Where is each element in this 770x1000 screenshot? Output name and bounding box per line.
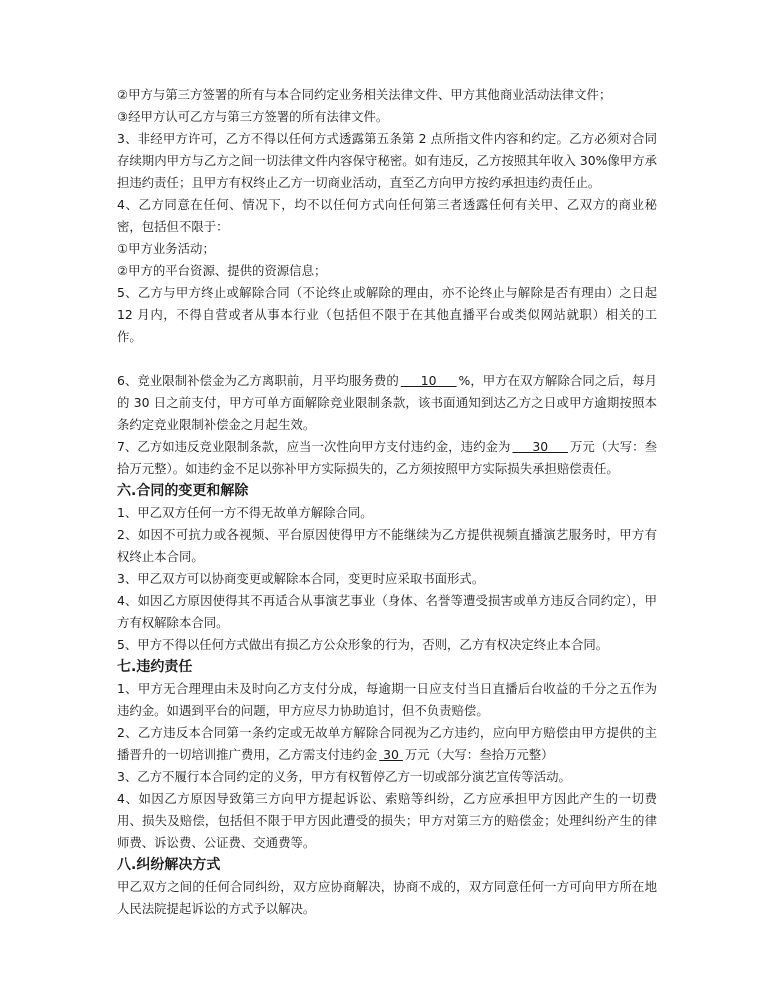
- section-7-item-1: 1、甲方无合理理由未及时向乙方支付分成，每逾期一日应支付当日直播后台收益的千分之五作为违约金。如遇到平台的问题，甲方应尽力协助追讨，但不负责赔偿。: [117, 681, 657, 718]
- clause-3: 3、非经甲方许可，乙方不得以任何方式透露第五条第 2 点所指文件内容和约定。乙方必须对合同存续期内甲方与乙方之间一切法律文件内容保守秘密。如有违反，乙方按照其年收入 30%像甲方承担违约责任；且甲方有权终止乙方一切商业活动，直至乙方向甲方按约承担违约责任止。: [117, 131, 657, 190]
- section-6-item-1: 1、甲乙双方任何一方不得无故单方解除合同。: [117, 505, 373, 520]
- clause-text: ②甲方与第三方签署的所有与本合同约定业务相关法律文件、甲方其他商业活动法律文件；: [117, 87, 612, 102]
- section-7-item-4: 4、如因乙方原因导致第三方向甲方提起诉讼、索赔等纠纷，乙方应承担甲方因此产生的一切费用、损失及赔偿，包括但不限于甲方因此遭受的损失；甲方对第三方的赔偿金；处理纠纷产生的律师费、诉讼费、公证费、交通费等。: [117, 791, 657, 850]
- penalty-amount-blank: 30: [512, 439, 568, 454]
- section-heading-8: 八.纠纷解决方式: [117, 857, 221, 873]
- clause-7-text-a: 7、乙方如违反竞业限制条款，应当一次性向甲方支付违约金，违约金为: [117, 439, 511, 454]
- contract-page: [117, 84, 657, 920]
- clause-7: [117, 436, 657, 480]
- clause-6-text-b: %，甲方在双方解除合同之后，每月的 30 日之前支付，甲方可单方面解除竞业限制条款，该书面通知到达乙方之日或甲方逾期按照本条约定竞业限制补偿金之月起生效。: [117, 373, 657, 432]
- section-7-item-3: 3、乙方不履行本合同约定的义务，甲方有权暂停乙方一切或部分演艺宣传等活动。: [117, 769, 571, 784]
- section-heading-7: 七.违约责任: [117, 659, 193, 675]
- section-8-text: 甲乙双方之间的任何合同纠纷，双方应协商解决，协商不成的，双方同意任何一方可向甲方所在地人民法院提起诉讼的方式予以解决。: [117, 879, 657, 916]
- clause-6: [117, 370, 657, 436]
- clause-7-text-b: 万元（大写：叁拾万元整）。如违约金不足以弥补甲方实际损失的，乙方须按照甲方实际损失承担赔偿责任。: [117, 439, 657, 476]
- blank-line: [117, 348, 657, 370]
- clause-text: ①甲方业务活动；: [117, 241, 215, 256]
- section-6-item-2: 2、如因不可抗力或各视频、平台原因使得甲方不能继续为乙方提供视频直播演艺服务时，甲方有权终止本合同。: [117, 527, 657, 564]
- clause-text: ③经甲方认可乙方与第三方签署的所有法律文件。: [117, 109, 389, 124]
- clause-4: 4、乙方同意在任何、情况下，均不以任何方式向任何第三者透露任何有关甲、乙双方的商业秘密，包括但不限于：: [117, 197, 657, 234]
- compensation-percent-blank: 10: [400, 373, 457, 388]
- section-6-item-3: 3、甲乙双方可以协商变更或解除本合同，变更时应采取书面形式。: [117, 571, 485, 586]
- section-heading-6: 六.合同的变更和解除: [117, 483, 249, 499]
- section-7-item-2-text-a: 2、乙方违反本合同第一条约定或无故单方解除合同视为乙方违约，应向甲方赔偿由甲方提供的主播晋升的一切培训推广费用，乙方需支付违约金: [117, 725, 657, 762]
- section-7-item-2: [117, 722, 657, 766]
- section-6-item-4: 4、如因乙方原因使得其不再适合从事演艺事业（身体、名誉等遭受损害或单方违反合同约定），甲方有权解除本合同。: [117, 593, 657, 630]
- clause-5: 5、乙方与甲方终止或解除合同（不论终止或解除的理由，亦不论终止与解除是否有理由）之日起 12 月内，不得自营或者从事本行业（包括但不限于在其他直播平台或类似网站就职）相关的工作。: [117, 285, 657, 344]
- section-7-item-2-text-b: 万元（大写：叁拾万元整）: [404, 747, 554, 762]
- clause-text: ②甲方的平台资源、提供的资源信息；: [117, 263, 327, 278]
- section-6-item-5: 5、甲方不得以任何方式做出有损乙方公众形象的行为，否则，乙方有权决定终止本合同。: [117, 637, 609, 652]
- penalty-amount-blank-2: 30: [379, 747, 403, 762]
- clause-6-text-a: 6、竞业限制补偿金为乙方离职前，月平均服务费的: [117, 373, 399, 388]
